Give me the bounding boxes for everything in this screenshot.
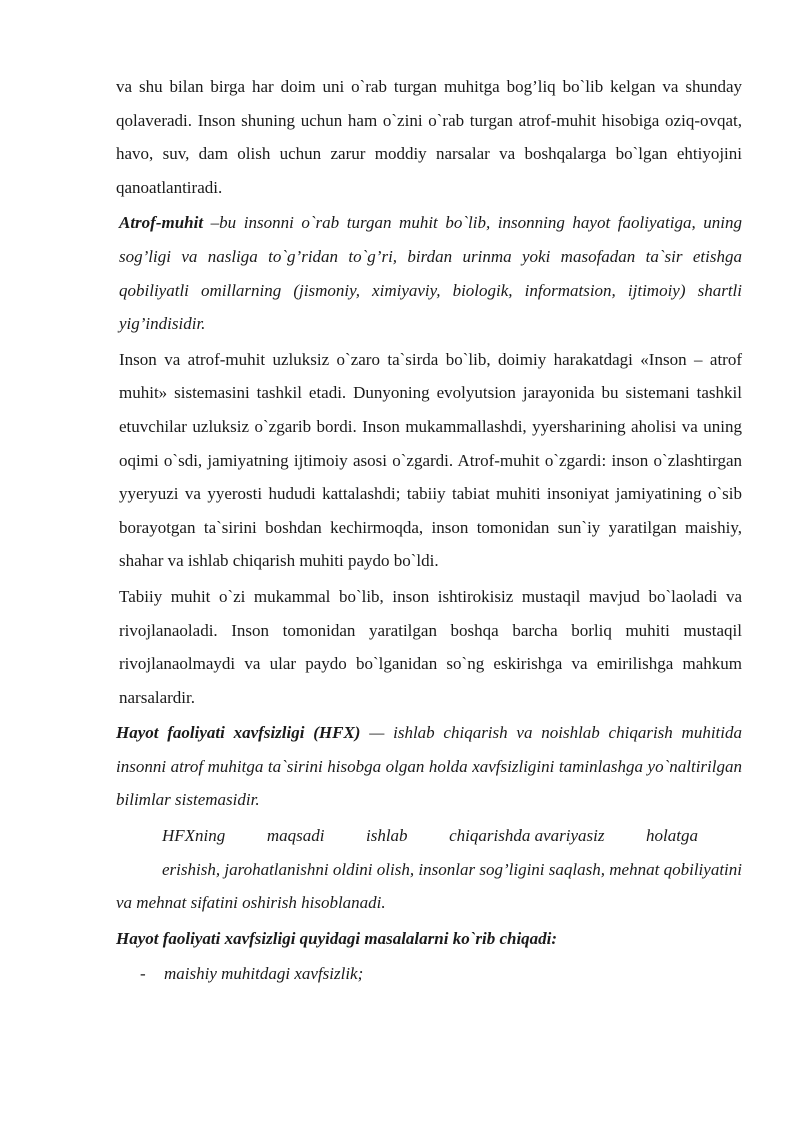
paragraph-intro: va shu bilan birga har doim uni o`rab turgan muhitga bog’liq bo`lib kelgan va shunday qolaveradi. Inson shuning uchun ham o`zini o`rab turgan atrof-muhit hisobiga oziq-ovqat, havo, suv, dam olish uchun zarur moddiy narsalar va boshqalarga bo`lgan ehtiyojini qanoatlantiradi. (116, 77, 742, 197)
paragraph-hfx-definition (116, 716, 742, 817)
goal-word-1: HFXning (162, 826, 226, 846)
list-marker: - (140, 964, 146, 984)
paragraph-hfx-goal (116, 819, 742, 920)
list-item (116, 957, 742, 991)
document-page (116, 70, 742, 991)
definition-atrof-muhit: –bu insonni o`rab turgan muhit bo`lib, insonning hayot faoliyatiga, uning sog’ligi va nasliga to`g’ridan to`g’ri, birdan urinma yoki masofadan ta`sir etishga qobiliyatli omillarning (jismoniy, ximiyaviy, biologik, informatsion, ijtimoiy) shartli yig’indisidir. (119, 213, 742, 334)
paragraph-human-environment: Inson va atrof-muhit uzluksiz o`zaro ta`sirda bo`lib, doimiy harakatdagi «Inson – atrof muhit» sistemasini tashkil etadi. Dunyoning evolyutsion jarayonida bu sistemani tashkil etuvchilar uzluksiz o`zgarib bordi. Inson mukammallashdi, yyersharining aholisi va uning oqimi o`sdi, jamiyatning ijtimoiy asosi o`zgardi. Atrof-muhit o`zgardi: inson o`zlashtirgan yyeryuzi va yyerosti hududi kattalashdi; tabiiy tabiat muhiti insoniyat jamiyatining o`sib borayotgan ta`sirini boshdan kechirmoqda, inson tomonidan sun`iy yaratilgan maishiy, shahar va ishlab chiqarish muhiti paydo bo`ldi. (119, 349, 742, 571)
hfx-goal-rest: erishish, jarohatlanishni oldini olish, insonlar sog’ligini saqlash, mehnat qobiliyatini va mehnat sifatini oshirish hisoblanadi. (116, 859, 742, 913)
hfx-goal-first-line (116, 819, 742, 853)
definition-hfx: — ishlab chiqarish va noishlab chiqarish muhitida insonni atrof muhitga ta`sirini hisobga olgan holda xavfsizligini taminlashga yo`naltirilgan bilimlar sistemasidir. (116, 723, 742, 810)
section-heading-tasks: Hayot faoliyati xavfsizligi quyidagi masalalarni ko`rib chiqadi: (116, 928, 558, 948)
goal-word-3: ishlab (366, 826, 408, 846)
list-item-text: maishiy muhitdagi xavfsizlik; (164, 964, 364, 984)
paragraph-natural-environment: Tabiiy muhit o`zi mukammal bo`lib, inson ishtirokisiz mustaqil mavjud bo`laoladi va rivojlanaoladi. Inson tomonidan yaratilgan boshqa barcha borliq muhiti mustaqil rivojlanaolmaydi va ular paydo bo`lganidan so`ng eskirishga va emirilishga mahkum narsalardir. (119, 586, 742, 707)
term-atrof-muhit: Atrof-muhit (119, 213, 204, 233)
goal-word-2: maqsadi (266, 826, 325, 846)
paragraph-environment-definition (116, 206, 742, 340)
goal-word-4: chiqarishda avariyasiz (449, 826, 605, 846)
goal-word-5: holatga (646, 826, 698, 846)
term-hfx: Hayot faoliyati xavfsizligi (HFX) (116, 723, 361, 743)
